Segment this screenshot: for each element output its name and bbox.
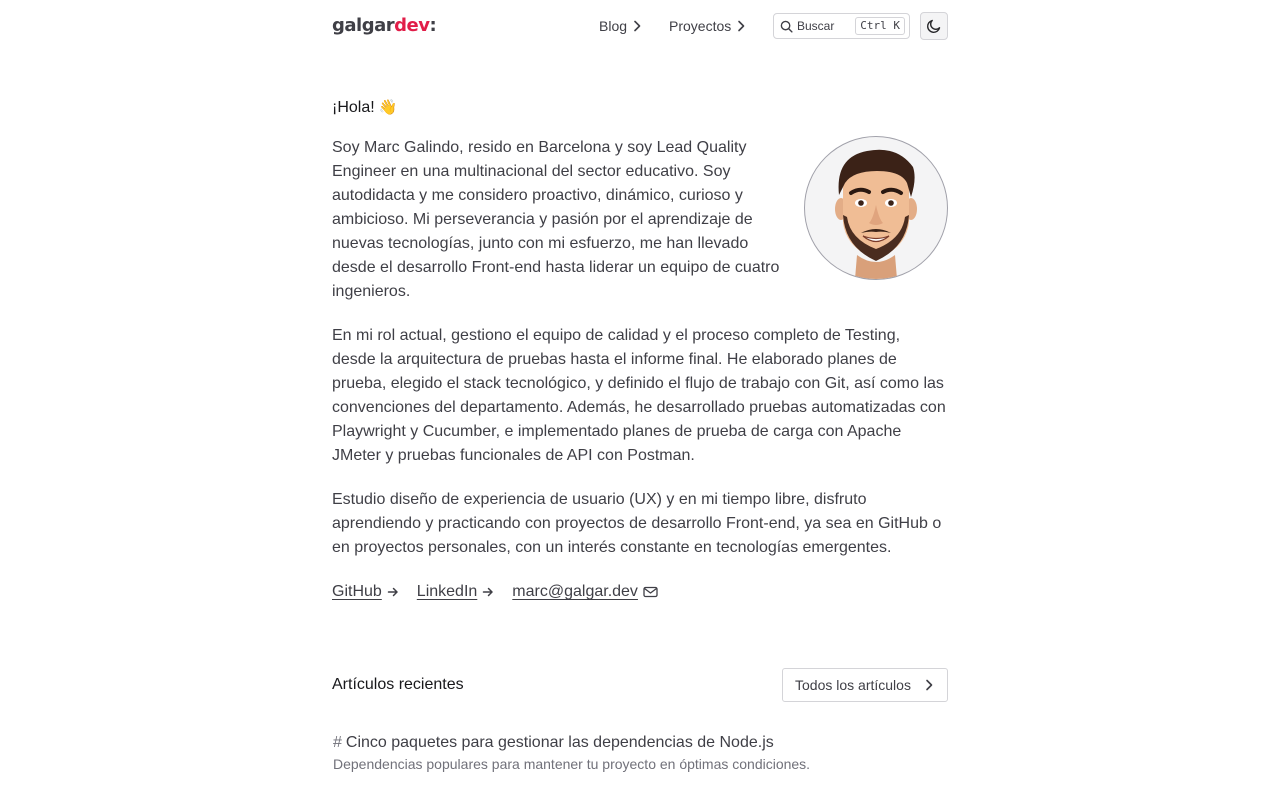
site-logo[interactable]: [332, 12, 436, 40]
recent-articles-heading: Artículos recientes: [332, 676, 464, 693]
link-label: marc@galgar.dev: [512, 583, 638, 600]
search-placeholder: Buscar: [797, 19, 835, 33]
chevron-right-icon: [737, 20, 745, 32]
arrow-right-icon: [482, 586, 494, 598]
social-links: [332, 580, 658, 604]
moon-icon: [926, 18, 942, 34]
mail-icon: [643, 586, 658, 598]
email-link[interactable]: [512, 583, 658, 601]
search-icon: [780, 20, 793, 33]
all-articles-label: Todos los artículos: [795, 677, 911, 693]
linkedin-link[interactable]: [417, 583, 495, 601]
article-title-link[interactable]: [333, 731, 948, 755]
all-articles-button[interactable]: [782, 668, 948, 702]
chevron-right-icon: [633, 20, 641, 32]
chevron-right-icon: [925, 679, 933, 691]
intro-paragraph-1: Soy Marc Galindo, resido en Barcelona y soy Lead Quality Engineer en una multinacional del sector educativo. Soy autodidacta y me considero proactivo, dinámico, curioso y ambicioso. Mi perseverancia y pasión por el aprendizaje de nuevas tecnologías, junto con mi esfuerzo, me han llevado desde el desarrollo Front-end hasta liderar un equipo de cuatro ingenieros.: [332, 139, 780, 300]
theme-toggle-button[interactable]: [920, 12, 948, 40]
link-label: LinkedIn: [416, 583, 478, 600]
logo-main-text: galgar: [332, 15, 395, 36]
site-header: [332, 12, 948, 40]
article-description: Dependencias populares para mantener tu proyecto en óptimas condiciones.: [333, 756, 811, 772]
link-label: GitHub: [332, 583, 382, 600]
logo-accent-text: dev: [394, 15, 430, 36]
search-shortcut-kbd: Ctrl K: [855, 17, 905, 35]
arrow-right-icon: [387, 586, 399, 598]
article-title: Cinco paquetes para gestionar las dependencias de Node.js: [345, 734, 774, 751]
github-link[interactable]: [332, 583, 399, 601]
search-button[interactable]: [773, 13, 910, 39]
nav-link-label: Blog: [599, 18, 628, 34]
article-item: [333, 731, 948, 773]
nav-link-label: Proyectos: [669, 18, 732, 34]
page: [332, 0, 948, 800]
logo-suffix-text: :: [429, 15, 437, 36]
intro-paragraph-2: En mi rol actual, gestiono el equipo de calidad y el proceso completo de Testing, desde la arquitectura de pruebas hasta el informe final. He elaborado planes de prueba, elegido el stack tecnológico, y definido el flujo de trabajo con Git, así como las convenciones del departamento. Además, he desarrollado pruebas automatizadas con Playwright y Cucumber, e implementado planes de prueba de carga con Apache JMeter y pruebas funcionales de API con Postman.: [332, 327, 946, 464]
avatar-illustration: [805, 137, 947, 279]
greeting-text: ¡Hola!: [332, 99, 375, 116]
nav-link-projects[interactable]: [669, 12, 745, 40]
avatar: [804, 136, 948, 280]
nav-link-blog[interactable]: [599, 12, 641, 40]
waving-hand-emoji: 👋: [378, 99, 398, 116]
intro-paragraph-3: Estudio diseño de experiencia de usuario (UX) y en mi tiempo libre, disfruto aprendiendo y practicando con proyectos de desarrollo Front-end, ya sea en GitHub o en proyectos personales, con un interés constante en tecnologías emergentes.: [332, 491, 942, 556]
greeting-heading: [332, 96, 397, 120]
hash-symbol: #: [333, 734, 342, 751]
